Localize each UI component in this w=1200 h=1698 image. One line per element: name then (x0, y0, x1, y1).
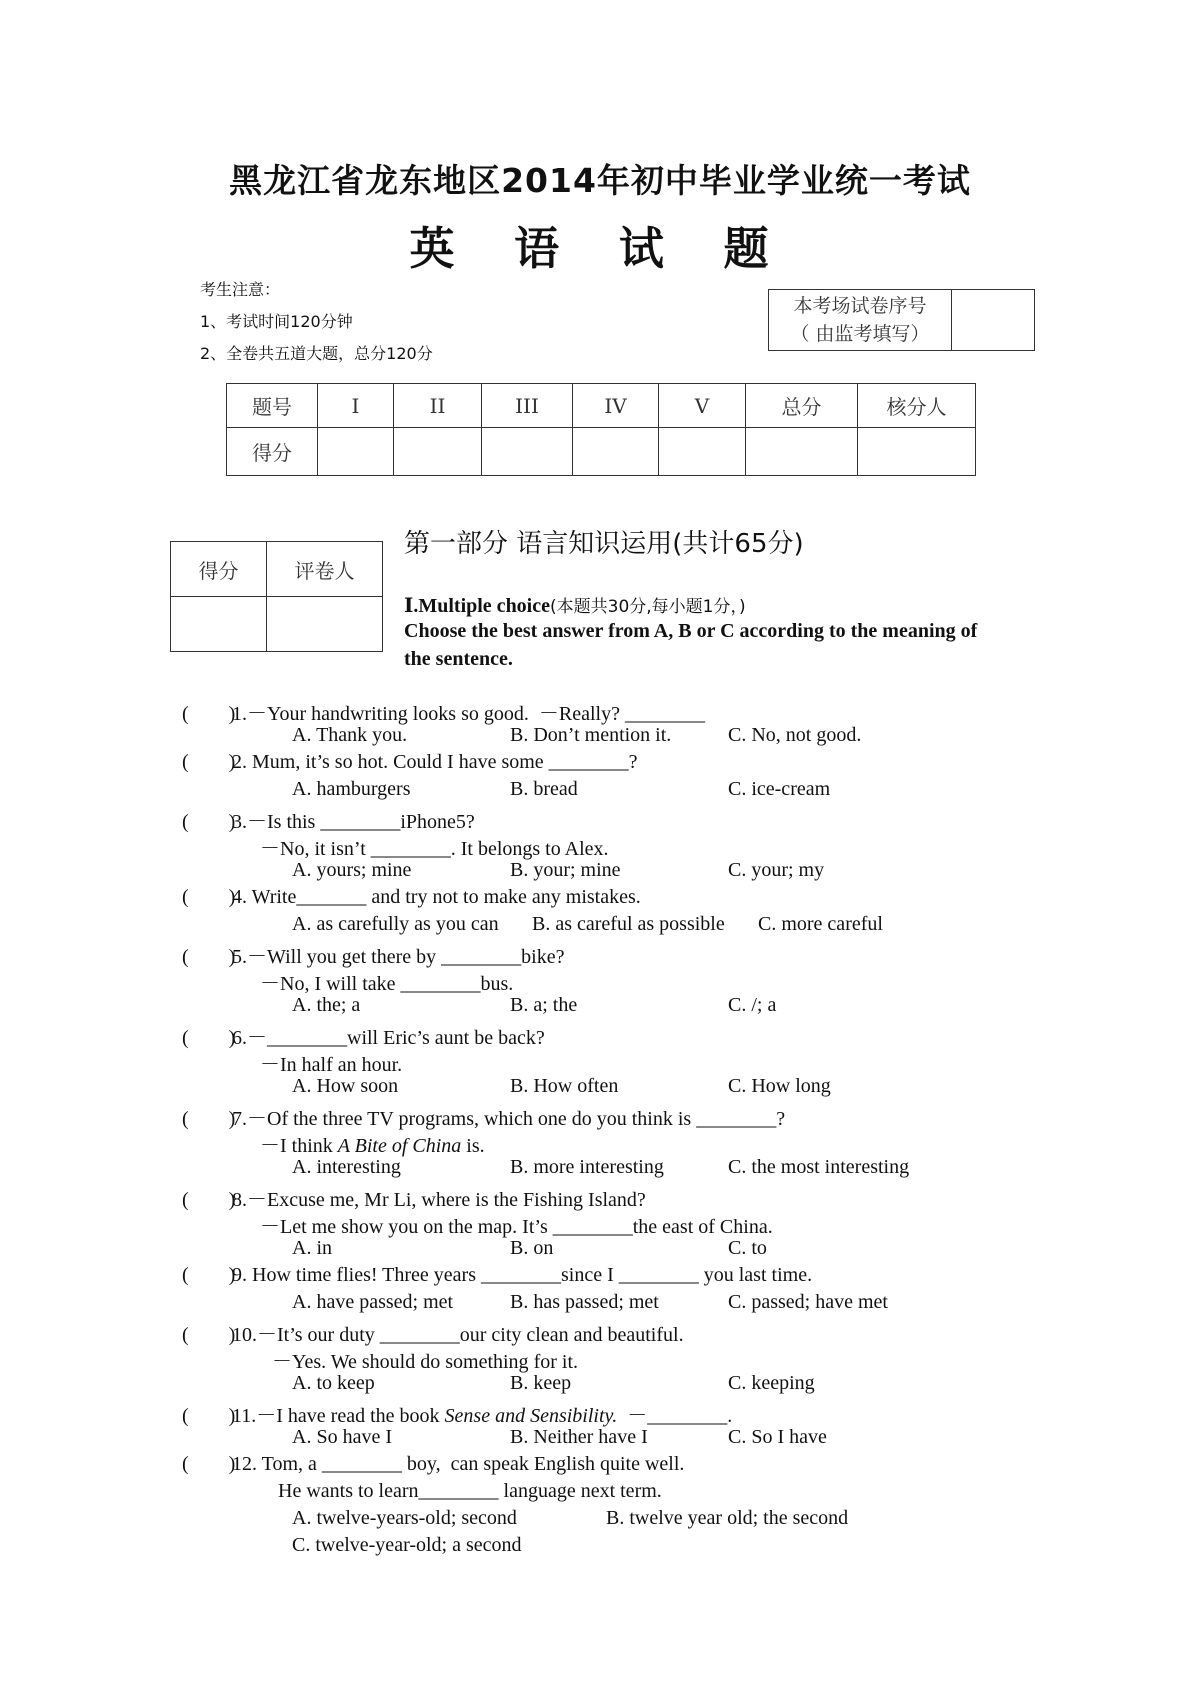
question-text: 9. How time flies! Three years ________since I ________ you last time. (232, 1264, 813, 1286)
question-text: 3.－Is this ________iPhone5? (232, 811, 475, 833)
option-c: C. your; my (728, 859, 825, 881)
answer-bracket[interactable]: ( ) (182, 886, 236, 908)
score-table-header-row (227, 384, 976, 428)
option-c: C. twelve-year-old; a second (292, 1534, 522, 1556)
section-label: Ⅰ.Multiple choice (404, 595, 550, 617)
sequence-number-field[interactable] (952, 290, 1035, 351)
question-text: 12. Tom, a ________ boy, can speak English quite well. (232, 1453, 685, 1475)
answer-bracket[interactable]: ( ) (182, 1027, 236, 1049)
option-a: A. interesting (292, 1156, 401, 1178)
option-b: B. has passed; met (510, 1291, 659, 1313)
option-b: B. keep (510, 1372, 572, 1394)
sequence-label-line1: 本考场试卷序号 (793, 295, 927, 317)
answer-bracket[interactable]: ( ) (182, 1108, 236, 1130)
question-12 (182, 1453, 684, 1476)
notice-item-2: 2、全卷共五道大题，总分120分 (200, 344, 433, 363)
score-header-cell: 总分 (746, 384, 858, 428)
option-a: A. How soon (292, 1075, 399, 1097)
answer-bracket[interactable]: ( ) (182, 1264, 236, 1286)
question-text: 4. Write_______ and try not to make any mistakes. (232, 886, 641, 908)
question-line: －No, it isn’t ________. It belongs to Alex. (260, 838, 609, 860)
grader-reviewer-label: 评卷人 (267, 542, 383, 597)
score-cell[interactable] (394, 428, 482, 476)
grader-box (170, 541, 383, 652)
grader-score-label: 得分 (171, 542, 267, 597)
option-a: A. So have I (292, 1426, 392, 1448)
exam-subtitle: 英 语 试 题 (409, 222, 791, 275)
question-text: 10.－It’s our duty ________our city clean and beautiful. (232, 1324, 684, 1346)
exam-title: 黑龙江省龙东地区2014年初中毕业学业统一考试 (229, 161, 971, 200)
score-cell[interactable] (482, 428, 573, 476)
book-title: A Bite of China (337, 1135, 462, 1157)
question-1 (182, 697, 705, 726)
question-line: －In half an hour. (260, 1054, 403, 1076)
option-b: B. more interesting (510, 1156, 664, 1178)
question-text: 1.－Your handwriting looks so good. －Really? ________ (232, 703, 705, 725)
grader-reviewer-field[interactable] (267, 597, 383, 652)
option-a: A. Thank you. (292, 724, 408, 746)
score-header-cell: IV (573, 384, 659, 428)
sequence-label-line2: （ 由监考填写） (790, 323, 930, 345)
question-4 (182, 886, 641, 909)
score-cell[interactable] (858, 428, 976, 476)
question-9 (182, 1264, 812, 1287)
option-a: A. in (292, 1237, 332, 1259)
option-a: A. to keep (292, 1372, 375, 1394)
option-b: B. a; the (510, 994, 578, 1016)
instruction-line-2: the sentence. (404, 648, 513, 670)
text: －I think (260, 1135, 338, 1157)
option-a: A. have passed; met (292, 1291, 454, 1313)
option-c: C. the most interesting (728, 1156, 910, 1178)
score-cell[interactable] (573, 428, 659, 476)
answer-bracket[interactable]: ( ) (182, 703, 236, 725)
option-c: C. How long (728, 1075, 831, 1097)
answer-bracket[interactable]: ( ) (182, 1324, 236, 1346)
option-c: C. No, not good. (728, 724, 862, 746)
answer-bracket[interactable]: ( ) (182, 1189, 236, 1211)
answer-bracket[interactable]: ( ) (182, 751, 236, 773)
score-cell[interactable] (659, 428, 746, 476)
score-header-cell: 核分人 (858, 384, 976, 428)
answer-bracket[interactable]: ( ) (182, 946, 236, 968)
question-2 (182, 751, 638, 774)
score-cell[interactable] (746, 428, 858, 476)
option-c: C. ice-cream (728, 778, 831, 800)
score-row-label: 得分 (227, 428, 318, 476)
question-5 (182, 940, 564, 969)
question-text: 6.－________will Eric’s aunt be back? (232, 1027, 545, 1049)
option-b: B. twelve year old; the second (606, 1507, 849, 1529)
option-c: C. more careful (758, 913, 883, 935)
option-c: C. passed; have met (728, 1291, 888, 1313)
question-text: 11.－I have read the book (232, 1405, 445, 1427)
question-line: He wants to learn________ language next term. (278, 1480, 662, 1502)
text: is. (461, 1135, 485, 1157)
option-a: A. yours; mine (292, 859, 412, 881)
option-c: C. keeping (728, 1372, 815, 1394)
option-a: A. as carefully as you can (292, 913, 499, 935)
option-b: B. How often (510, 1075, 619, 1097)
score-header-cell: II (394, 384, 482, 428)
question-text: 5.－Will you get there by ________bike? (232, 946, 565, 968)
score-cell[interactable] (318, 428, 394, 476)
question-line (260, 1129, 485, 1158)
book-title: Sense and Sensibility. (444, 1405, 618, 1427)
notice-heading: 考生注意： (200, 280, 281, 299)
section-note: (本题共30分,每小题1分，) (550, 597, 746, 617)
question-text: －________. (617, 1405, 733, 1427)
question-text: 8.－Excuse me, Mr Li, where is the Fishing Island? (232, 1189, 646, 1211)
option-c: C. So I have (728, 1426, 827, 1448)
answer-bracket[interactable]: ( ) (182, 1405, 236, 1427)
option-a: A. hamburgers (292, 778, 411, 800)
option-c: C. /; a (728, 994, 777, 1016)
part1-title: 第一部分 语言知识运用(共计65分) (404, 529, 804, 559)
option-a: A. the; a (292, 994, 361, 1016)
question-line: －No, I will take ________bus. (260, 973, 514, 995)
score-table (226, 383, 976, 476)
option-a: A. twelve-years-old; second (292, 1507, 517, 1529)
score-header-cell: III (482, 384, 573, 428)
score-table-score-row (227, 428, 976, 476)
question-7 (182, 1102, 785, 1131)
question-8 (182, 1183, 646, 1212)
option-b: B. Don’t mention it. (510, 724, 672, 746)
question-text: 2. Mum, it’s so hot. Could I have some ________? (232, 751, 638, 773)
option-b: B. bread (510, 778, 578, 800)
score-header-cell: I (318, 384, 394, 428)
sequence-number-label (769, 290, 952, 351)
sequence-number-box (768, 289, 1035, 351)
question-3 (182, 805, 475, 834)
question-line: －Yes. We should do something for it. (272, 1351, 578, 1373)
answer-bracket[interactable]: ( ) (182, 811, 236, 833)
question-11 (182, 1399, 732, 1428)
answer-bracket[interactable]: ( ) (182, 1453, 236, 1475)
grader-score-field[interactable] (171, 597, 267, 652)
question-6 (182, 1021, 545, 1050)
question-line: －Let me show you on the map. It’s ________the east of China. (260, 1216, 773, 1238)
section-heading (404, 592, 746, 618)
option-b: B. as careful as possible (532, 913, 725, 935)
option-b: B. Neither have I (510, 1426, 648, 1448)
notice-item-1: 1、考试时间120分钟 (200, 312, 353, 331)
instruction-line-1: Choose the best answer from A, B or C according to the meaning of (404, 620, 978, 642)
score-header-cell: V (659, 384, 746, 428)
question-text: 7.－Of the three TV programs, which one do you think is ________? (232, 1108, 786, 1130)
score-header-cell: 题号 (227, 384, 318, 428)
option-c: C. to (728, 1237, 767, 1259)
question-10 (182, 1318, 684, 1347)
option-b: B. on (510, 1237, 554, 1259)
option-b: B. your; mine (510, 859, 621, 881)
